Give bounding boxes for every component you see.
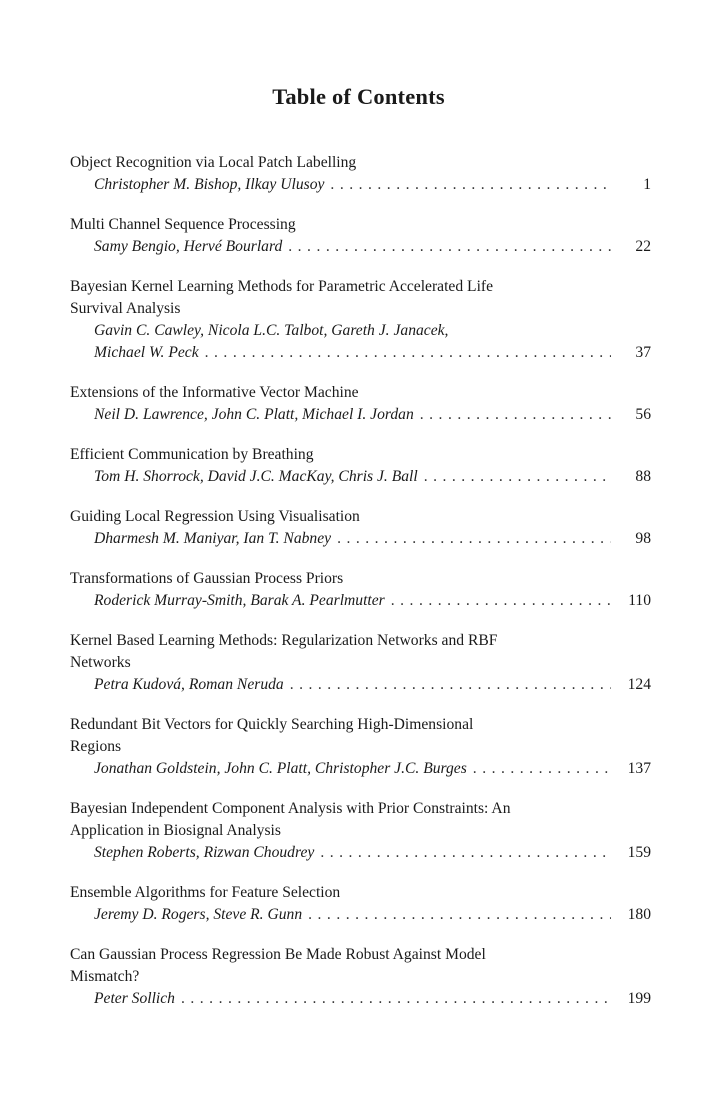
entry-title: Can Gaussian Process Regression Be Made Robust Against Model [70,946,486,963]
dot-leader [320,842,611,864]
entry-page-number: 88 [635,468,651,485]
dot-leader [308,904,611,926]
entry-page-number: 159 [627,844,651,861]
dot-leader [181,988,611,1010]
toc-entry[interactable] [70,276,651,364]
entry-authors: Peter Sollich [94,990,175,1007]
entry-authors-line [70,236,651,258]
dot-leader [420,404,611,426]
entry-authors: Stephen Roberts, Rizwan Choudrey [94,844,315,861]
entry-page-number: 124 [627,676,651,693]
toc-entry[interactable] [70,568,651,612]
toc-entry[interactable] [70,444,651,488]
entry-authors-line [70,904,651,926]
table-of-contents [70,152,651,1028]
entry-authors-line [70,320,651,342]
entry-authors-line [70,404,651,426]
entry-authors: Gavin C. Cawley, Nicola L.C. Talbot, Gareth J. Janacek, [94,322,449,339]
toc-entry[interactable] [70,630,651,696]
entry-page-number: 37 [635,344,651,361]
entry-title: Bayesian Independent Component Analysis with Prior Constraints: An [70,800,511,817]
toc-entry[interactable] [70,798,651,864]
entry-title: Mismatch? [70,968,140,985]
entry-page-number: 56 [635,406,651,423]
entry-authors: Michael W. Peck [94,344,199,361]
entry-authors: Neil D. Lawrence, John C. Platt, Michael I. Jordan [94,406,414,423]
dot-leader [424,466,611,488]
entry-authors-line [70,988,651,1010]
entry-page-number: 180 [627,906,651,923]
entry-authors: Jonathan Goldstein, John C. Platt, Christopher J.C. Burges [94,760,467,777]
entry-authors-line [70,842,651,864]
entry-authors-line [70,758,651,780]
dot-leader [205,342,611,364]
entry-page-number: 199 [627,990,651,1007]
toc-entry[interactable] [70,214,651,258]
dot-leader [288,236,611,258]
entry-title: Guiding Local Regression Using Visualisation [70,508,360,525]
dot-leader [290,674,611,696]
entry-title: Multi Channel Sequence Processing [70,216,296,233]
entry-title: Transformations of Gaussian Process Priors [70,570,344,587]
entry-authors: Jeremy D. Rogers, Steve R. Gunn [94,906,303,923]
entry-authors-line [70,342,651,364]
dot-leader [391,590,611,612]
entry-authors: Roderick Murray-Smith, Barak A. Pearlmutter [94,592,385,609]
entry-page-number: 137 [627,760,651,777]
toc-entry[interactable] [70,944,651,1010]
dot-leader [473,758,611,780]
entry-authors-line [70,174,651,196]
entry-authors-line [70,590,651,612]
page-title: Table of Contents [272,84,445,109]
toc-entry[interactable] [70,714,651,780]
entry-page-number: 22 [635,238,651,255]
toc-entry[interactable] [70,382,651,426]
entry-authors: Dharmesh M. Maniyar, Ian T. Nabney [94,530,332,547]
entry-title: Survival Analysis [70,300,181,317]
entry-title: Object Recognition via Local Patch Labelling [70,154,357,171]
entry-page-number: 1 [643,176,651,193]
toc-entry[interactable] [70,152,651,196]
entry-authors-line [70,528,651,550]
entry-authors: Petra Kudová, Roman Neruda [94,676,284,693]
entry-title: Extensions of the Informative Vector Machine [70,384,359,401]
entry-title: Ensemble Algorithms for Feature Selection [70,884,341,901]
dot-leader [330,174,611,196]
toc-entry[interactable] [70,506,651,550]
entry-authors: Tom H. Shorrock, David J.C. MacKay, Chris J. Ball [94,468,418,485]
entry-title: Efficient Communication by Breathing [70,446,314,463]
entry-authors-line [70,466,651,488]
toc-entry[interactable] [70,882,651,926]
entry-title: Kernel Based Learning Methods: Regularization Networks and RBF [70,632,498,649]
entry-title: Application in Biosignal Analysis [70,822,281,839]
entry-title: Redundant Bit Vectors for Quickly Searching High-Dimensional [70,716,474,733]
entry-page-number: 110 [628,592,651,609]
entry-page-number: 98 [635,530,651,547]
entry-title: Bayesian Kernel Learning Methods for Parametric Accelerated Life [70,278,494,295]
entry-authors: Samy Bengio, Hervé Bourlard [94,238,283,255]
dot-leader [337,528,611,550]
entry-authors: Christopher M. Bishop, Ilkay Ulusoy [94,176,325,193]
entry-authors-line [70,674,651,696]
entry-title: Networks [70,654,131,671]
entry-title: Regions [70,738,122,755]
